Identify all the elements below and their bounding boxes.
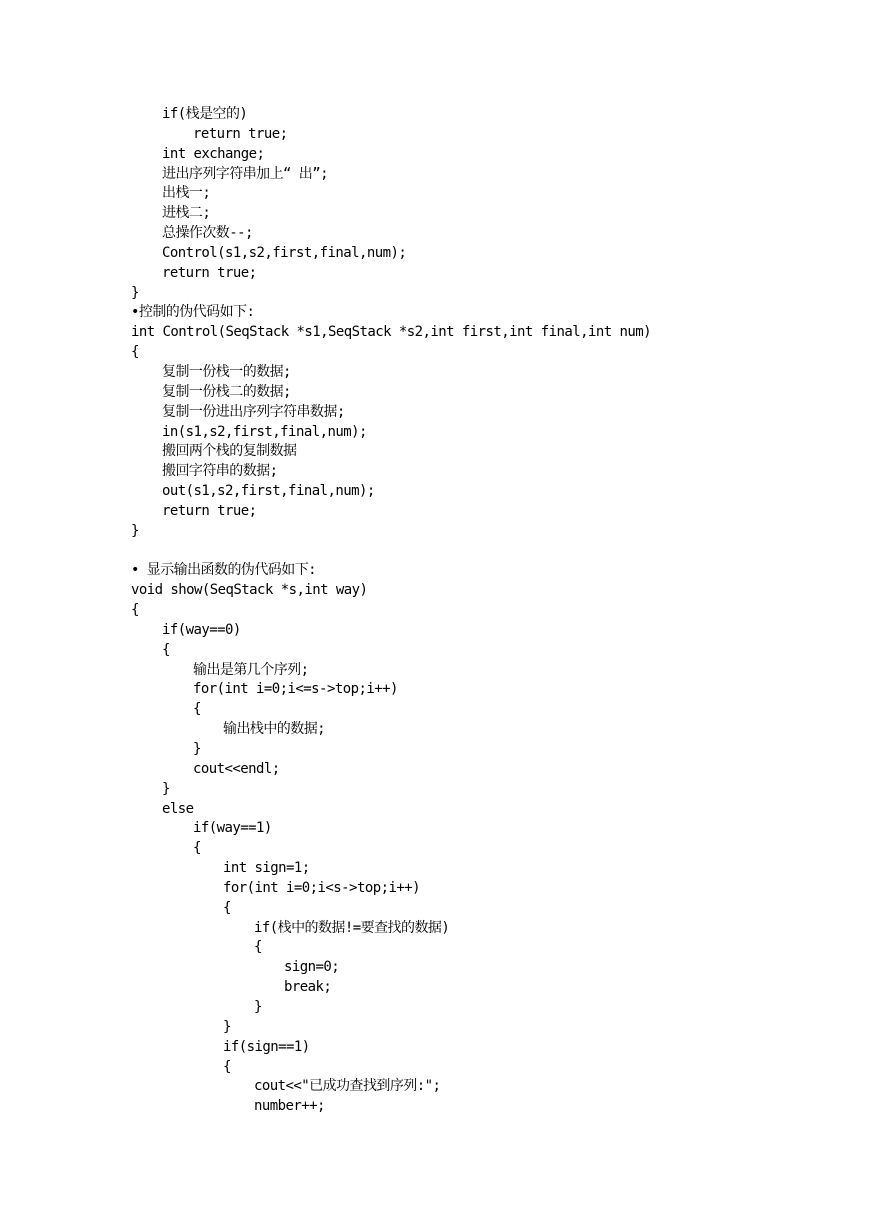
code-line: } bbox=[131, 284, 139, 301]
code-line: if(栈是空的) bbox=[162, 106, 248, 122]
code-line: •控制的伪代码如下: bbox=[131, 304, 255, 321]
code-line: int exchange; bbox=[162, 145, 265, 162]
code-line: 总操作次数--; bbox=[162, 225, 253, 242]
code-line: int sign=1; bbox=[223, 860, 310, 877]
code-line: { bbox=[223, 1058, 231, 1075]
code-line: 出栈一; bbox=[162, 185, 211, 202]
code-line: if(sign==1) bbox=[223, 1038, 310, 1055]
code-line: return true; bbox=[193, 125, 288, 142]
code-line bbox=[131, 542, 851, 562]
code-line: 复制一份进出序列字符串数据; bbox=[162, 403, 345, 420]
code-line: return true; bbox=[162, 264, 257, 281]
code-line: 复制一份栈二的数据; bbox=[162, 383, 291, 400]
code-line: int Control(SeqStack *s1,SeqStack *s2,int first,int final,int num) bbox=[131, 324, 651, 341]
code-line: 复制一份栈一的数据; bbox=[162, 363, 291, 380]
code-line: number++; bbox=[254, 1098, 325, 1115]
code-line: cout<<"已成功查找到序列:"; bbox=[254, 1078, 441, 1095]
code-line: out(s1,s2,first,final,num); bbox=[162, 483, 375, 500]
code-line: { bbox=[162, 641, 170, 658]
code-line: if(栈中的数据!=要查找的数据) bbox=[254, 919, 450, 936]
code-line: Control(s1,s2,first,final,num); bbox=[162, 244, 407, 261]
code-line: } bbox=[223, 1018, 231, 1035]
code-line: { bbox=[131, 602, 139, 619]
code-line: else bbox=[162, 800, 194, 817]
code-line: cout<<endl; bbox=[193, 760, 280, 777]
code-line: { bbox=[223, 899, 231, 916]
code-line: { bbox=[193, 701, 201, 718]
code-line: 输出栈中的数据; bbox=[223, 721, 326, 738]
code-line: } bbox=[193, 741, 201, 757]
code-line: 搬回两个栈的复制数据 bbox=[162, 443, 297, 460]
code-line: break; bbox=[284, 979, 332, 996]
code-line: 搬回字符串的数据; bbox=[162, 463, 278, 480]
code-line: in(s1,s2,first,final,num); bbox=[162, 423, 367, 440]
code-line: 输出是第几个序列; bbox=[193, 661, 309, 678]
code-line: void show(SeqStack *s,int way) bbox=[131, 582, 368, 599]
code-line: if(way==1) bbox=[193, 820, 272, 837]
code-line: } bbox=[162, 780, 170, 797]
code-line: sign=0; bbox=[284, 959, 340, 976]
code-line: if(way==0) bbox=[162, 621, 241, 638]
code-line: { bbox=[193, 840, 201, 857]
code-line: • 显示输出函数的伪代码如下: bbox=[131, 562, 317, 579]
code-line: for(int i=0;i<s->top;i++) bbox=[223, 879, 420, 896]
code-listing bbox=[131, 105, 851, 1117]
code-line: 进出序列字符串加上“ 出”; bbox=[162, 165, 329, 182]
code-line: for(int i=0;i<=s->top;i++) bbox=[193, 681, 398, 698]
code-line: } bbox=[254, 998, 262, 1015]
code-line: 进栈二; bbox=[162, 205, 211, 222]
code-line: } bbox=[131, 522, 139, 539]
code-line: { bbox=[131, 344, 139, 361]
code-line: { bbox=[254, 939, 262, 956]
code-line: return true; bbox=[162, 502, 257, 519]
